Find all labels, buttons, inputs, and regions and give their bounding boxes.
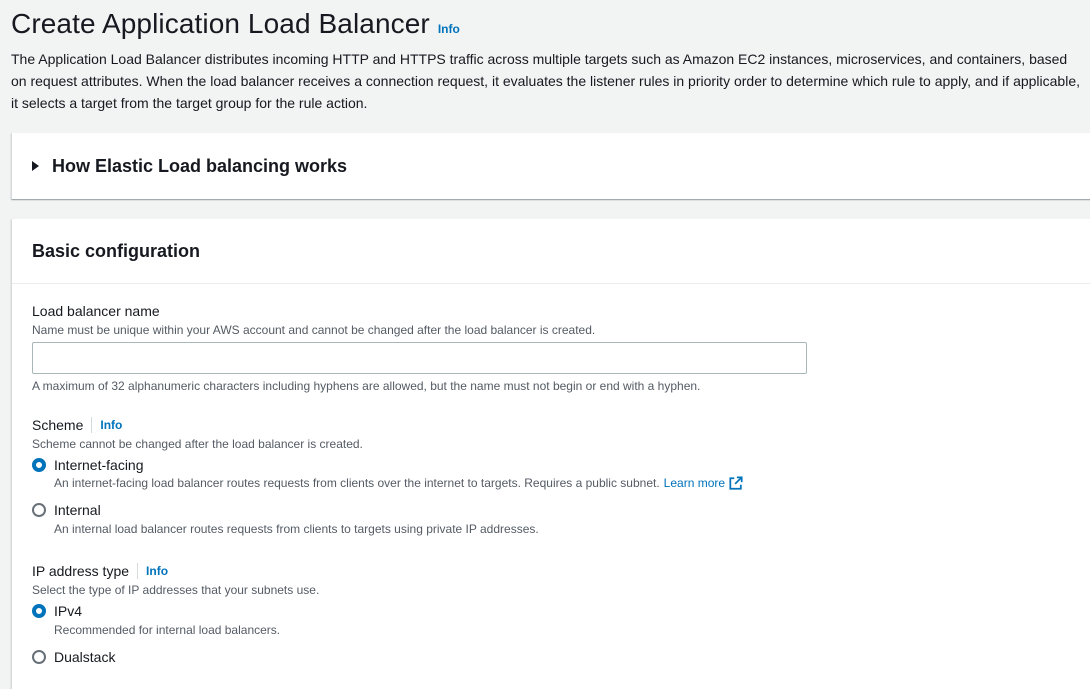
learn-more-link[interactable]: Learn more [663, 476, 726, 490]
expander-toggle[interactable] [12, 133, 1090, 199]
load-balancer-name-label: Load balancer name [32, 303, 160, 319]
scheme-option-description [54, 476, 743, 490]
label-divider [91, 417, 92, 433]
ip-type-option-description-text: Recommended for internal load balancers. [54, 623, 281, 637]
ip-type-description: Select the type of IP addresses that your subnets use. [32, 583, 320, 597]
ip-type-label-row [32, 563, 319, 579]
page-title: Create Application Load Balancer [11, 8, 430, 39]
scheme-option-internet-facing[interactable] [32, 457, 743, 473]
page-description: The Application Load Balancer distributes incoming HTTP and HTTPS traffic across multiple targets such as Amazon EC2 instances, microservices, and containers, based on request attributes. When the load balancer receives a connection request, it evaluates the listener rules in priority order to determine which rule to apply, and if applicable, it selects a target from the target group for the rule action. [11, 51, 1081, 111]
ip-type-option-label: IPv4 [54, 603, 83, 619]
scheme-option-description [54, 522, 743, 536]
scheme-field [32, 417, 743, 536]
ip-address-type-field [32, 563, 319, 665]
radio-selected-icon[interactable] [32, 604, 46, 618]
label-divider [137, 563, 138, 579]
expander-title: How Elastic Load balancing works [52, 155, 348, 176]
scheme-info-link[interactable]: Info [100, 418, 123, 432]
scheme-option-description-text: An internal load balancer routes requests from clients to targets using private IP addresses. [54, 522, 539, 536]
ip-type-info-link[interactable]: Info [146, 564, 169, 578]
caret-right-icon [32, 161, 39, 171]
ip-type-option-ipv4[interactable] [32, 603, 319, 619]
radio-unselected-icon[interactable] [32, 503, 46, 517]
scheme-option-internal[interactable] [32, 502, 743, 518]
basic-configuration-panel [11, 219, 1090, 689]
basic-configuration-header [12, 219, 1090, 284]
scheme-option-label: Internet-facing [54, 457, 144, 473]
load-balancer-name-input[interactable] [32, 342, 807, 374]
ip-type-label: IP address type [32, 563, 130, 579]
ip-type-option-dualstack[interactable] [32, 649, 319, 665]
page-info-link[interactable]: Info [437, 22, 460, 36]
scheme-option-description-text: An internet-facing load balancer routes requests from clients over the internet to targets. Requires a public subnet. [54, 476, 660, 490]
ip-type-option-description [54, 623, 319, 637]
basic-configuration-title: Basic configuration [32, 240, 201, 261]
load-balancer-name-description: Name must be unique within your AWS account and cannot be changed after the load balancer is created. [32, 323, 596, 337]
load-balancer-name-constraint: A maximum of 32 alphanumeric characters including hyphens are allowed, but the name must not begin or end with a hyphen. [32, 379, 701, 393]
load-balancer-name-field [32, 303, 807, 393]
scheme-label-row [32, 417, 743, 433]
scheme-description: Scheme cannot be changed after the load balancer is created. [32, 437, 363, 451]
ip-type-option-label: Dualstack [54, 649, 116, 665]
how-elb-works-expander [11, 133, 1090, 199]
scheme-option-label: Internal [54, 502, 101, 518]
page-header [11, 8, 460, 40]
radio-selected-icon[interactable] [32, 458, 46, 472]
radio-unselected-icon[interactable] [32, 650, 46, 664]
scheme-label: Scheme [32, 417, 84, 433]
external-link-icon[interactable] [729, 476, 743, 490]
